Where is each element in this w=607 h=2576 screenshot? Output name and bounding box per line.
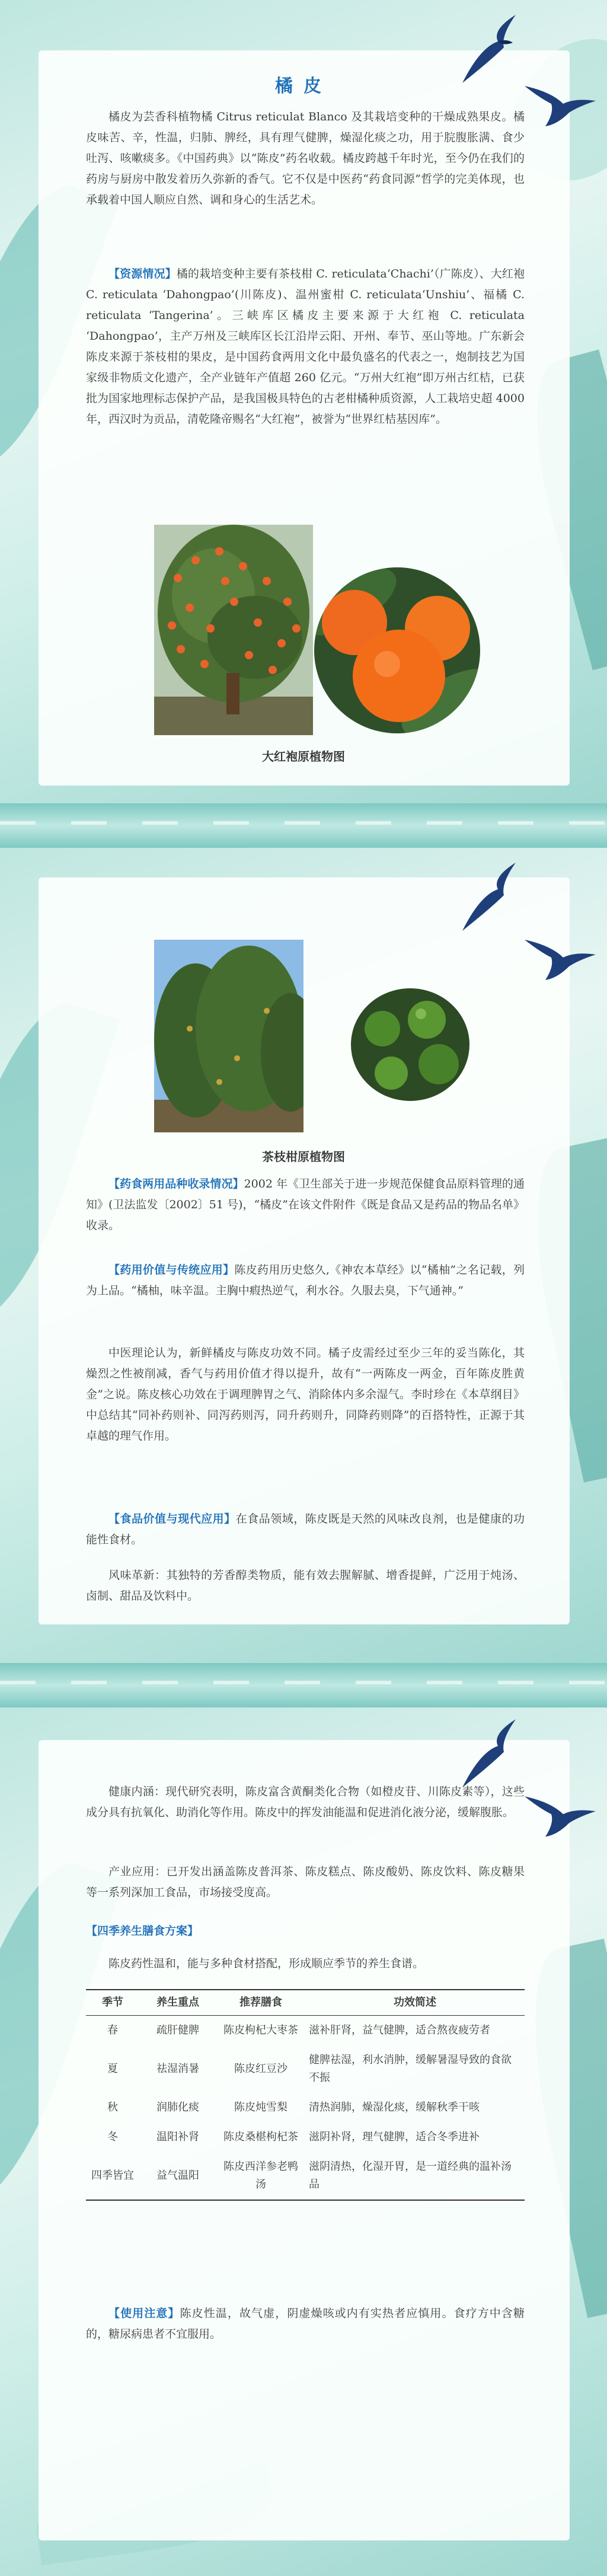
caution-paragraph	[86, 2303, 525, 2345]
table-cell: 陈皮桑椹枸杞茶	[223, 2131, 298, 2143]
medicinal-label: 【药用价值与传统应用】	[108, 1263, 235, 1276]
table-header: 养生重点	[139, 1990, 216, 2016]
table-header-row	[86, 1990, 525, 2016]
dahongpao-tree-photo	[154, 525, 313, 735]
table-cell: 秋	[107, 2101, 118, 2114]
table-header: 季节	[86, 1990, 139, 2016]
caution-text: 陈皮性温，故气虚，阴虚燥咳或内有实热者应慎用。食疗方中含糖的，糖尿病患者不宜服用。	[86, 2307, 525, 2341]
table-cell: 陈皮枸杞大枣茶	[223, 2024, 298, 2036]
table-row	[86, 2122, 525, 2152]
dahongpao-fruit-photo	[313, 566, 482, 735]
table-cell: 四季皆宜	[86, 2152, 139, 2200]
industry-paragraph: 产业应用：已开发出涵盖陈皮普洱茶、陈皮糕点、陈皮酸奶、陈皮饮料、陈皮糖果等一系列深加工食品，市场接受度高。	[86, 1865, 525, 1899]
section-divider	[0, 1663, 607, 1707]
table-cell: 温阳补肾	[156, 2131, 199, 2143]
table-cell: 清热润肺，燥湿化痰，缓解秋季干咳	[309, 2101, 480, 2114]
inclusion-label: 【药食两用品种收录情况】	[108, 1177, 244, 1190]
table-cell: 陈皮炖雪梨	[234, 2101, 287, 2114]
table-cell: 冬	[107, 2131, 118, 2143]
table-cell: 陈皮西洋参老鸭汤	[216, 2152, 305, 2200]
table-cell: 疏肝健脾	[156, 2024, 199, 2036]
table-row	[86, 2016, 525, 2046]
table-header: 功效简述	[305, 1990, 525, 2016]
table-header: 推荐膳食	[216, 1990, 305, 2016]
table-row	[86, 2045, 525, 2093]
inclusion-paragraph	[86, 1174, 525, 1236]
dahongpao-caption: 大红袍原植物图	[262, 749, 345, 764]
season-plan-heading	[86, 1921, 525, 1942]
page-title: 橘皮	[275, 76, 332, 97]
food-value-paragraph	[86, 1509, 525, 1550]
inclusion-text: 2002 年《卫生部关于进一步规范保健食品原料管理的通知》(卫法监发〔2002〕51 号)，“橘皮”在该文件附件《既是食品又是药品的物品名单》收录。	[86, 1177, 525, 1232]
chazhigan-fruit-photo	[350, 987, 471, 1103]
swallow-icon	[522, 1790, 599, 1838]
table-cell: 滋补肝肾，益气健脾，适合熬夜疲劳者	[309, 2024, 490, 2036]
table-cell: 益气温阳	[139, 2152, 216, 2200]
table-cell: 祛湿消暑	[156, 2063, 199, 2075]
food-value-text: 在食品领域，陈皮既是天然的风味改良剂，也是健康的功能性食材。	[86, 1512, 525, 1546]
flavor-paragraph: 风味革新：其独特的芳香醇类物质，能有效去腥解腻、增香提鲜，广泛用于炖汤、卤制、甜品及饮料中。	[86, 1569, 525, 1603]
table-row	[86, 2093, 525, 2122]
caution-label: 【使用注意】	[108, 2307, 180, 2320]
resource-text: 橘的栽培变种主要有茶枝柑 C. reticulata‘Chachi’（广陈皮）、大红袍 C. reticulata ‘Dahongpao’(川陈皮)、温州蜜柑 C. reticulata‘Unshiu’、福橘 C. reticulata ‘Tangerina’。三峡库区橘皮主要来源于大红袍 C. reticulata ‘Dahongpao’，主产万州及三峡库区长江沿岸云阳、开州、奉节、巫山等地。广东新会陈皮来源于茶枝柑的果皮，是中国药食两用文化中最负盛名的代表之一，炮制技艺为国家级非物质文化遗产，全产业链年产值超 260 亿元。“万州大红袍”即万州古红桔，已获批为国家地理标志保护产品，是我国极具特色的古老柑橘种质资源，人工栽培史超 4000 年，西汉时为贡品，清乾隆帝赐名“大红袍”，被誉为“世界红桔基因库”。	[86, 267, 525, 426]
table-cell: 陈皮红豆沙	[234, 2063, 287, 2075]
season-diet-table	[86, 1989, 525, 2201]
season-intro-paragraph: 陈皮药性温和，能与多种食材搭配，形成顺应季节的养生食谱。	[108, 1957, 424, 1970]
medicinal-paragraph	[86, 1260, 525, 1301]
swallow-icon	[522, 934, 599, 981]
table-row	[86, 2152, 525, 2200]
table-cell: 春	[107, 2024, 118, 2036]
resource-label: 【资源情况】	[108, 267, 177, 280]
food-value-label: 【食品价值与现代应用】	[108, 1512, 236, 1525]
tcm-theory-paragraph: 中医理论认为，新鲜橘皮与陈皮功效不同。橘子皮需经过至少三年的妥当陈化，其燥烈之性被削减，香气与药用价值才得以提升，故有“一两陈皮一两金，百年陈皮胜黄金”之说。陈皮核心功效在于调理脾胃之气、消除体内多余湿气。李时珍在《本草纲目》中总结其“同补药则补、同泻药则泻，同升药则升，同降药则降”的百搭特性，正源于其卓越的理气作用。	[86, 1346, 525, 1442]
table-cell: 健脾祛湿，利水消肿，缓解暑湿导致的食欲不振	[309, 2054, 512, 2084]
table-cell: 润肺化痰	[156, 2101, 199, 2114]
resource-paragraph	[86, 264, 525, 430]
season-plan-label: 【四季养生膳食方案】	[86, 1924, 199, 1937]
swallow-icon	[456, 860, 522, 937]
table-cell: 滋阴补肾，理气健脾，适合冬季进补	[309, 2131, 480, 2143]
table-cell: 滋阴清热，化湿开胃，是一道经典的温补汤品	[305, 2152, 525, 2200]
medicinal-text: 陈皮药用历史悠久,《神农本草经》以“橘柚”之名记载，列为上品。“橘柚，味辛温。主胸中瘕热逆气，利水谷。久服去臭，下气通神。”	[86, 1263, 525, 1297]
section-divider	[0, 803, 607, 848]
chazhigan-tree-photo	[154, 940, 304, 1132]
chazhigan-caption: 茶枝柑原植物图	[262, 1150, 345, 1164]
health-paragraph: 健康内涵：现代研究表明，陈皮富含黄酮类化合物（如橙皮苷、川陈皮素等），这些成分具有抗氧化、助消化等作用。陈皮中的挥发油能温和促进消化液分泌，缓解腹胀。	[86, 1785, 525, 1819]
intro-paragraph: 橘皮为芸香科植物橘 Citrus reticulat Blanco 及其栽培变种的干燥成熟果皮。橘皮味苦、辛，性温，归肺、脾经，具有理气健脾，燥湿化痰之功，用于脘腹胀满、食少吐泻、咳嗽痰多。《中国药典》以“陈皮”药名收载。橘皮跨越千年时光，至今仍在我们的药房与厨房中散发着历久弥新的香气。它不仅是中医药“药食同源”哲学的完美体现，也承载着中国人顺应自然、调和身心的生活艺术。	[86, 110, 525, 206]
table-cell: 夏	[107, 2063, 118, 2075]
